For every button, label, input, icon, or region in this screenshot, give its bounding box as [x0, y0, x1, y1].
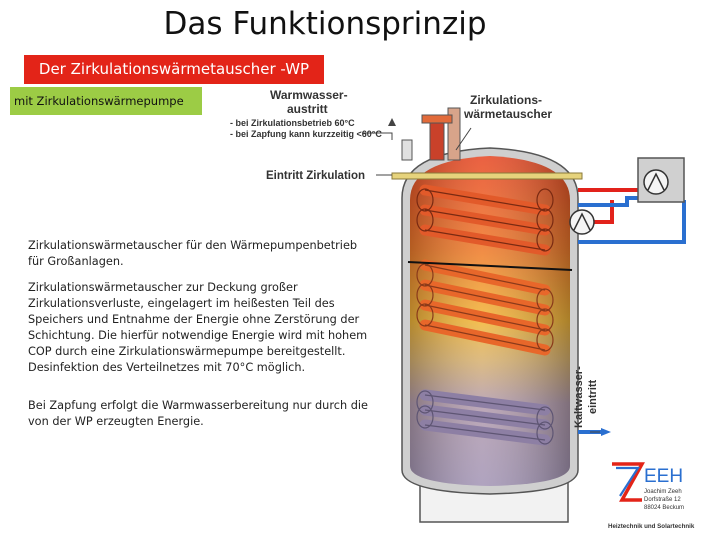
circulation-pump-icon [570, 210, 594, 234]
paragraph-description: Zirkulationswärmetauscher zur Deckung großer Zirkulationsverluste, eingelagert im heißesten Teil des Speichers und Entnahme der Energie ohne Zerstörung der Schichtung. Die hierfür notwendige Energie wird mit hohem COP durch eine Zirkulationswärmepumpe bereitgestellt. Desinfektion des Verteilnetzes mit 70°C möglich. [28, 281, 368, 374]
logo-brand: EEH [644, 466, 684, 487]
circulation-inlet-pipe [392, 173, 582, 179]
kaltwasser-label-1: Kaltwasser- [573, 366, 585, 428]
section-banner: Der Zirkulationswärmetauscher -WP [24, 55, 324, 84]
company-logo [608, 460, 712, 536]
logo-line-2: Dorfstraße 12 [644, 497, 681, 503]
hot-water-outlet-pipes [402, 108, 460, 160]
logo-line-1: Joachim Zeeh [644, 489, 682, 495]
warmwasser-note-1: - bei Zirkulationsbetrieb 60°C [230, 118, 355, 128]
heat-pump-icon [638, 158, 684, 202]
zirk-wt-label-1: Zirkulations- [470, 93, 543, 107]
warmwasser-label-2: austritt [287, 102, 328, 116]
logo-line-3: 88024 Beckum [644, 505, 685, 511]
paragraph-intro: Zirkulationswärmetauscher für den Wärmepumpenbetrieb für Großanlagen. [28, 239, 358, 268]
page-title: Das Funktionsprinzip [163, 6, 487, 42]
logo-tagline: Heiztechnik und Solartechnik [608, 523, 695, 530]
eintritt-label: Eintritt Zirkulation [266, 170, 366, 182]
warmwasser-label-1: Warmwasser- [270, 88, 348, 102]
kaltwasser-label-2: eintritt [587, 379, 599, 414]
subsection-banner: mit Zirkulationswärmepumpe [10, 87, 202, 115]
warmwasser-note-2: - bei Zapfung kann kurzzeitig <60°C [230, 129, 382, 139]
zirk-wt-label-2: wärmetauscher [464, 107, 553, 121]
paragraph-zapfung: Bei Zapfung erfolgt die Warmwasserbereitung nur durch die von der WP erzeugten Energie. [28, 399, 368, 428]
